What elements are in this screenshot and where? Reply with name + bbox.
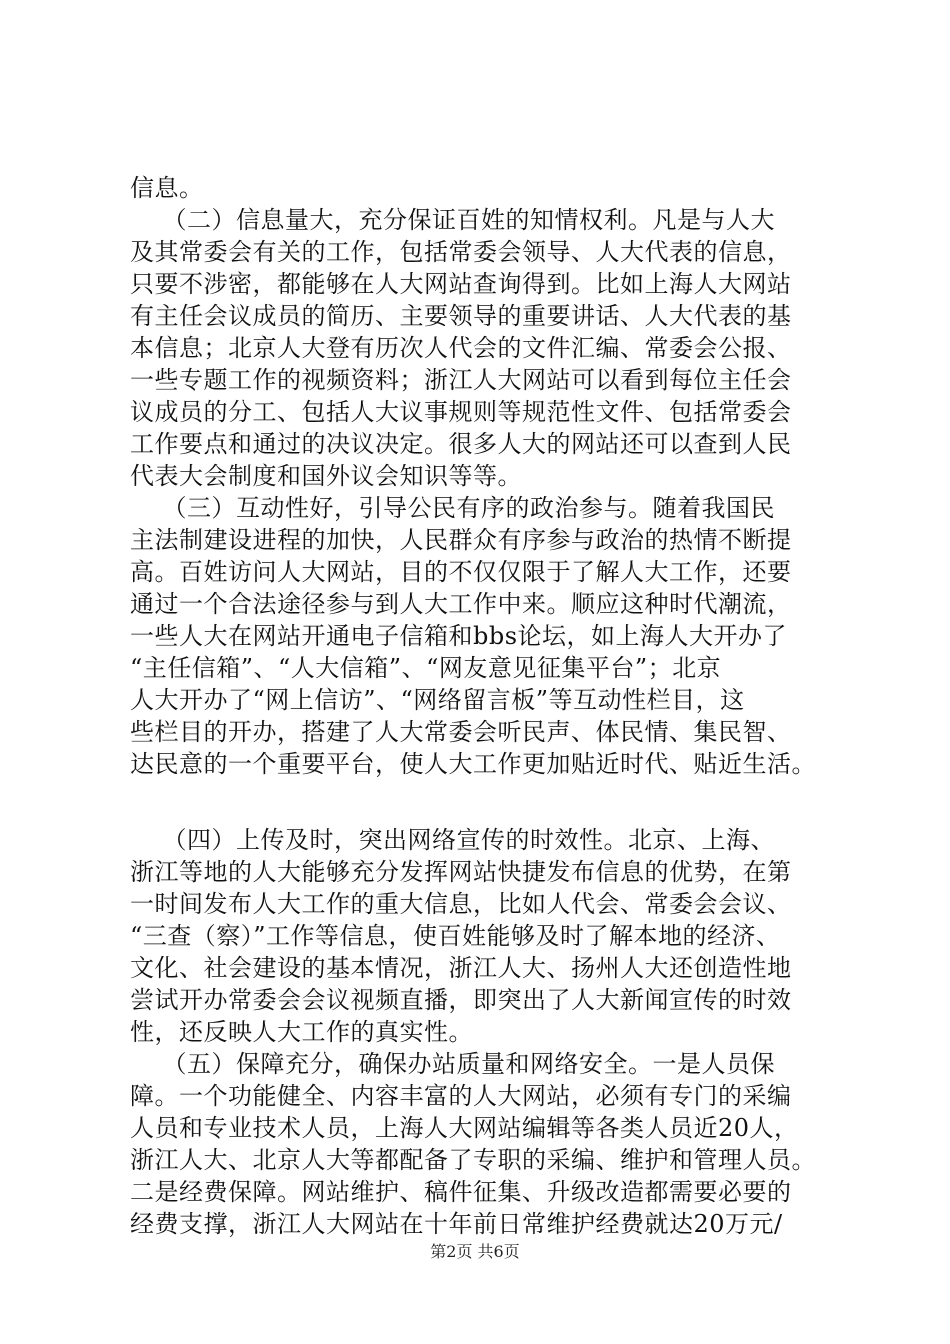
text-line: 达民意的一个重要平台，使人大工作更加贴近时代、贴近生活。 [130,750,816,778]
text-line: 性，还反映人大工作的真实性。 [130,1018,473,1046]
text-line: “主任信箱”、“人大信箱”、“网友意见征集平台”；北京 [130,654,722,682]
text-line: 文化、社会建设的基本情况，浙江人大、扬州人大还创造性地 [130,954,792,982]
page-number: 第2页 共6页 [430,1242,520,1261]
document-body [130,172,836,1240]
text-line: 通过一个合法途径参与到人大工作中来。顺应这种时代潮流， [130,590,792,618]
text-line: （三）互动性好，引导公民有序的政治参与。随着我国民 [130,494,776,522]
text-line: 主法制建设进程的加快，人民群众有序参与政治的热情不断提 [130,526,792,554]
text-line: 尝试开办常委会会议视频直播，即突出了人大新闻宣传的时效 [130,986,792,1014]
text-line: 障。一个功能健全、内容丰富的人大网站，必须有专门的采编 [130,1082,792,1110]
text-line: 及其常委会有关的工作，包括常委会领导、人大代表的信息， [130,238,792,266]
text-line: 一些人大在网站开通电子信箱和bbs论坛，如上海人大开办了 [130,622,788,650]
text-line: 浙江等地的人大能够充分发挥网站快捷发布信息的优势，在第 [130,858,792,886]
text-line: 高。百姓访问人大网站，目的不仅仅限于了解人大工作，还要 [130,558,792,586]
text-line: 一时间发布人大工作的重大信息，比如人代会、常委会会议、 [130,890,792,918]
page-footer [0,1242,950,1262]
text-line: 代表大会制度和国外议会知识等等。 [130,462,522,490]
text-line: （四）上传及时，突出网络宣传的时效性。北京、上海、 [130,826,776,854]
text-line: 浙江人大、北京人大等都配备了专职的采编、维护和管理人员。 [130,1146,816,1174]
text-line: 一些专题工作的视频资料；浙江人大网站可以看到每位主任会 [130,366,792,394]
text-line: 经费支撑，浙江人大网站在十年前日常维护经费就达20万元/ [130,1210,783,1238]
text-line: （二）信息量大，充分保证百姓的知情权利。凡是与人大 [130,206,776,234]
text-line: 有主任会议成员的简历、主要领导的重要讲话、人大代表的基 [130,302,792,330]
text-line: 本信息；北京人大登有历次人代会的文件汇编、常委会公报、 [130,334,792,362]
text-line: 议成员的分工、包括人大议事规则等规范性文件、包括常委会 [130,398,792,426]
text-line: 工作要点和通过的决议决定。很多人大的网站还可以查到人民 [130,430,792,458]
text-line: 人大开办了“网上信访”、“网络留言板”等互动性栏目，这 [130,686,745,714]
text-line: （五）保障充分，确保办站质量和网络安全。一是人员保 [130,1050,776,1078]
text-line: 人员和专业技术人员，上海人大网站编辑等各类人员近20人， [130,1114,799,1142]
text-line: 二是经费保障。网站维护、稿件征集、升级改造都需要必要的 [130,1178,792,1206]
text-line: 信息。 [130,174,204,202]
paragraph-gap [130,780,836,824]
text-line: 只要不涉密，都能够在人大网站查询得到。比如上海人大网站 [130,270,792,298]
text-line: “三查（察）”工作等信息，使百姓能够及时了解本地的经济、 [130,922,781,950]
text-line: 些栏目的开办，搭建了人大常委会听民声、体民情、集民智、 [130,718,792,746]
